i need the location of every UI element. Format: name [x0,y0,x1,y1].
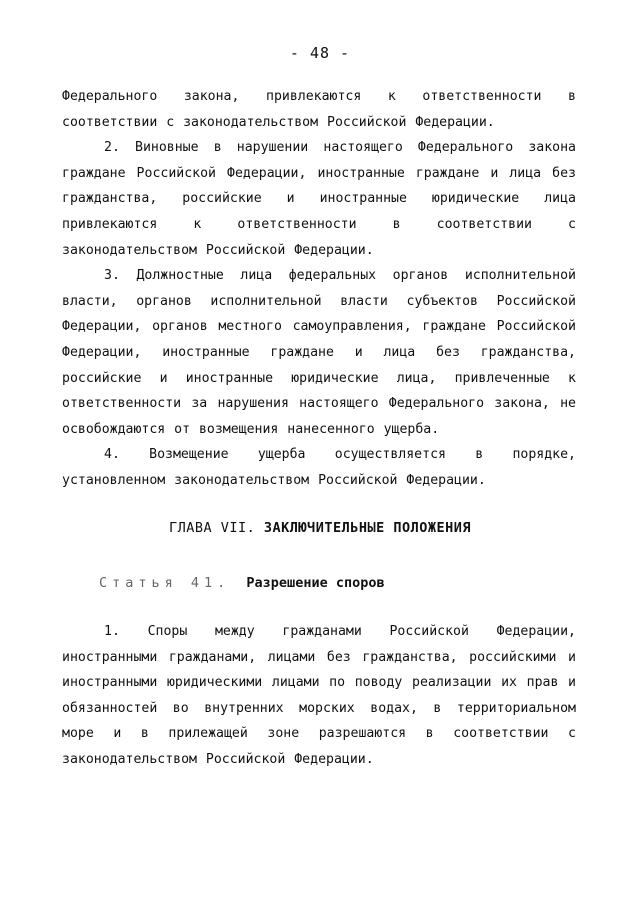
paragraph: 1. Споры между гражданами Российской Федерации, иностранными гражданами, лицами без гражданства, российскими и иностранными юридическими лицами по поводу реализации их прав и обязанностей во внутренних морских водах, в территориальном море и в прилежащей зоне разрешаются в соответствии с законодательством Российской Федерации. [62,624,576,767]
article-title: Разрешение споров [246,575,385,591]
paragraph: Федерального закона, привлекаются к ответственности в соответствии с законодательством Российской Федерации. [62,89,576,130]
text-block-bottom [62,619,576,773]
chapter-label: ГЛАВА VII. [169,520,256,536]
paragraph: 3. Должностные лица федеральных органов исполнительной власти, органов исполнительной власти субъектов Российской Федерации, органов местного самоуправления, граждане Российской Федерации, иностранные граждане и лица без гражданства, российские и иностранные юридические лица, привлеченные к ответственности за нарушения настоящего Федерального закона, не освобождаются от возмещения нанесенного ущерба. [62,268,576,437]
article-heading [99,575,385,591]
chapter-heading [0,520,640,536]
article-label: Статья 41. [99,575,231,591]
text-block-top [62,84,576,494]
chapter-title: ЗАКЛЮЧИТЕЛЬНЫЕ ПОЛОЖЕНИЯ [263,520,471,536]
paragraph: 4. Возмещение ущерба осуществляется в порядке, установленном законодательством Российской Федерации. [62,447,576,488]
paragraph: 2. Виновные в нарушении настоящего Федерального закона граждане Российской Федерации, иностранные граждане и лица без гражданства, российские и иностранные юридические лица привлекаются к ответственности в соответствии с законодательством Российской Федерации. [62,140,576,258]
page-number: - 48 - [289,44,351,62]
